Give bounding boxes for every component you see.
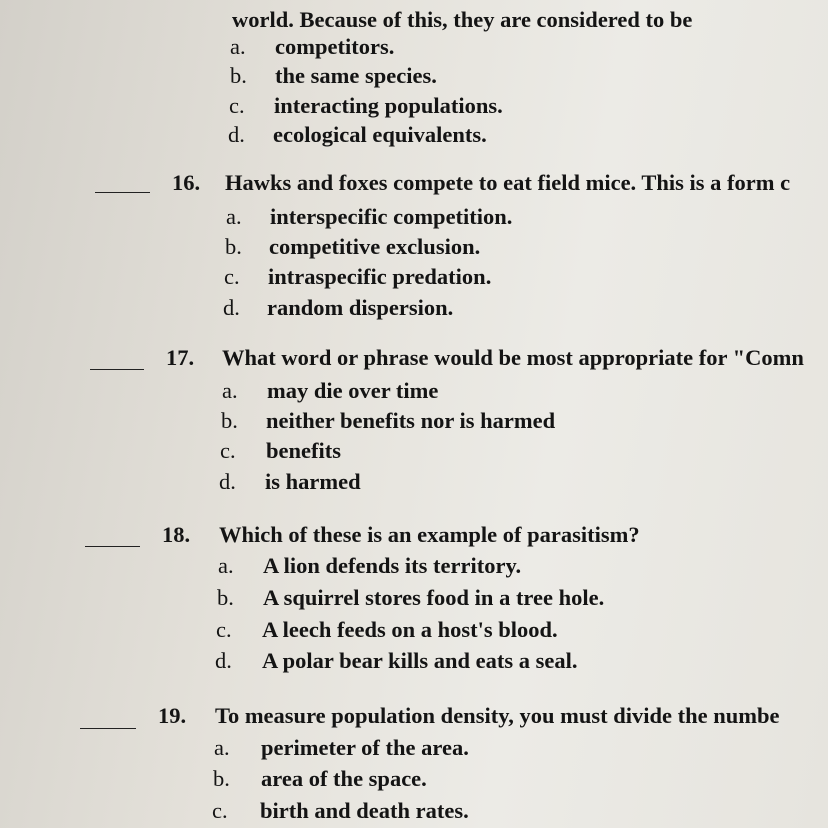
- choice-text-a: may die over time: [267, 378, 439, 403]
- choice-letter-b: b.: [225, 234, 242, 259]
- choice-text-b: neither benefits nor is harmed: [266, 408, 556, 433]
- choice-letter-c: c.: [224, 264, 240, 289]
- question-number: 19.: [158, 703, 187, 728]
- question-text: What word or phrase would be most appropriate for "Comn: [222, 345, 804, 370]
- choice-text-d: ecological equivalents.: [273, 122, 487, 147]
- choice-letter-c: c.: [212, 798, 228, 823]
- choice-text-d: is harmed: [265, 469, 361, 494]
- answer-blank[interactable]: [80, 728, 136, 729]
- choice-letter-c: c.: [220, 438, 236, 463]
- choice-text-a: interspecific competition.: [270, 204, 513, 229]
- choice-text-c: benefits: [266, 438, 341, 463]
- choice-letter-d: d.: [219, 469, 236, 494]
- question-text: Which of these is an example of parasitism?: [219, 522, 640, 547]
- choice-letter-b: b.: [213, 766, 230, 791]
- question-text: To measure population density, you must divide the numbe: [215, 703, 780, 728]
- choice-letter-c: c.: [229, 93, 245, 118]
- choice-letter-d: d.: [223, 295, 240, 320]
- choice-text-c: intraspecific predation.: [268, 264, 492, 289]
- choice-letter-a: a.: [230, 34, 246, 59]
- choice-letter-a: a.: [218, 553, 234, 578]
- choice-text-d: A polar bear kills and eats a seal.: [262, 648, 578, 673]
- choice-text-c: birth and death rates.: [260, 798, 469, 823]
- choice-letter-a: a.: [226, 204, 242, 229]
- question-text: Hawks and foxes compete to eat field mice. This is a form c: [225, 170, 791, 195]
- choice-letter-a: a.: [222, 378, 238, 403]
- choice-letter-b: b.: [230, 63, 247, 88]
- choice-text-b: the same species.: [275, 63, 437, 88]
- answer-blank[interactable]: [90, 369, 144, 370]
- choice-text-a: A lion defends its territory.: [263, 553, 522, 578]
- choice-text-a: competitors.: [275, 34, 395, 59]
- choice-letter-d: d.: [228, 122, 245, 147]
- choice-text-b: A squirrel stores food in a tree hole.: [263, 585, 605, 610]
- answer-blank[interactable]: [95, 192, 150, 193]
- choice-text-d: random dispersion.: [267, 295, 454, 320]
- choice-letter-d: d.: [215, 648, 232, 673]
- answer-blank[interactable]: [85, 546, 140, 547]
- choice-letter-a: a.: [214, 735, 230, 760]
- choice-text-b: competitive exclusion.: [269, 234, 481, 259]
- choice-text-c: interacting populations.: [274, 93, 503, 118]
- choice-letter-b: b.: [221, 408, 238, 433]
- question-number: 18.: [162, 522, 191, 547]
- question-number: 17.: [166, 345, 195, 370]
- question-number: 16.: [172, 170, 201, 195]
- choice-letter-c: c.: [216, 617, 232, 642]
- choice-text-b: area of the space.: [261, 766, 427, 791]
- choice-text-c: A leech feeds on a host's blood.: [262, 617, 558, 642]
- question-text: world. Because of this, they are considered to be: [232, 7, 693, 32]
- choice-letter-b: b.: [217, 585, 234, 610]
- choice-text-a: perimeter of the area.: [261, 735, 469, 760]
